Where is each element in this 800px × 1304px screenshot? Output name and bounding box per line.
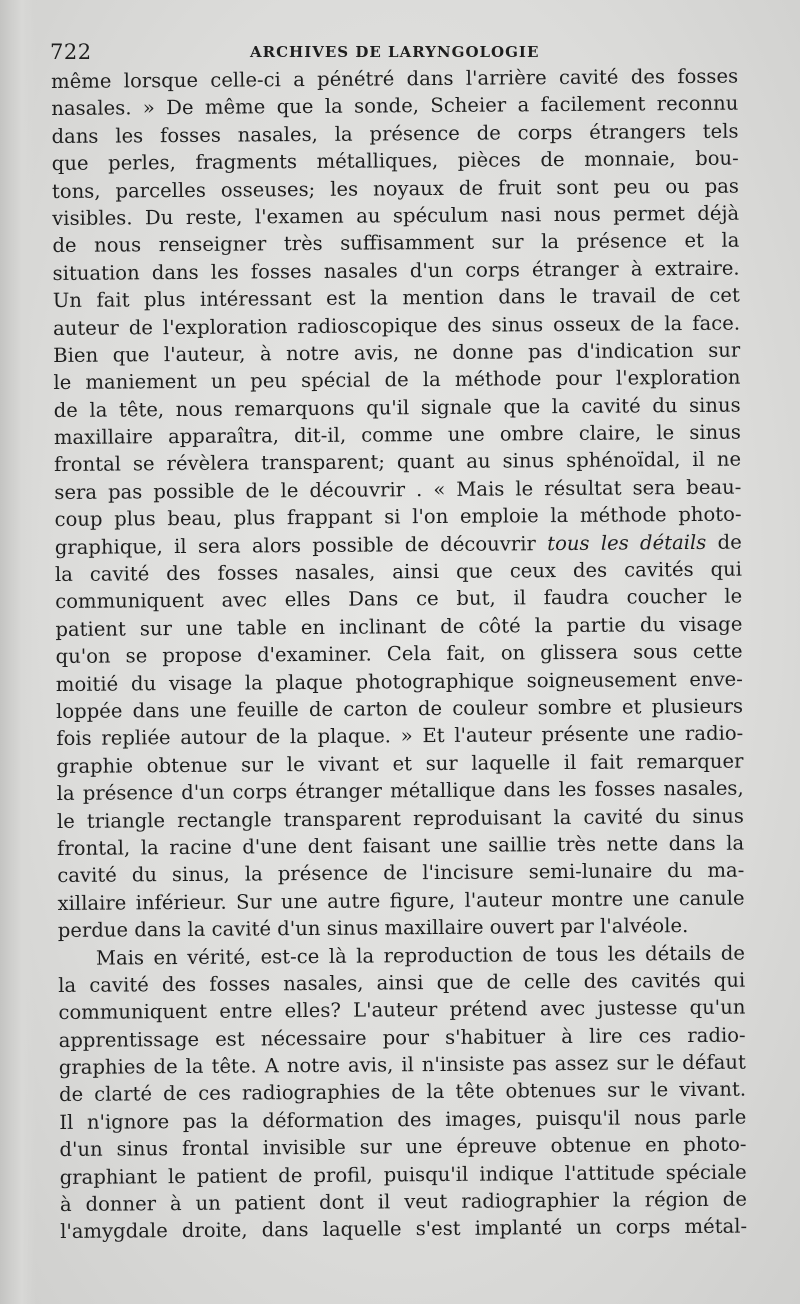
text-line: qu'on se propose d'examiner. Cela fait, on glissera sous cette xyxy=(55,639,743,669)
text-line: graphiant le patient de profil, puisqu'il indique l'attitude spéciale xyxy=(59,1160,747,1189)
text-line: maxillaire apparaîtra, dit-il, comme une ombre claire, le sinus xyxy=(53,420,741,450)
text-line: communiquent avec elles Dans ce but, il faudra coucher le xyxy=(55,585,743,614)
text-line: Il n'ignore pas la déformation des images, puisqu'il nous parle xyxy=(59,1105,747,1134)
body-text xyxy=(51,63,747,1246)
page-gutter-shadow xyxy=(0,0,36,1304)
text-line: de la tête, nous remarquons qu'il signale que la cavité du sinus xyxy=(53,393,741,422)
text-line: situation dans les fosses nasales d'un corps étranger à extraire. xyxy=(52,256,740,285)
text-line: le triangle rectangle transparent reproduisant la cavité du sinus xyxy=(56,804,744,833)
text-line: nasales. » De même que la sonde, Scheier a facilement reconnu xyxy=(51,91,739,121)
text-line: le maniement un peu spécial de la méthode pour l'exploration xyxy=(53,365,741,395)
text-line: à donner à un patient dont il veut radiographier la région de xyxy=(59,1187,747,1216)
text-line: sera pas possible de le découvrir . « Mais le résultat sera beau- xyxy=(54,475,742,504)
text-line: que perles, fragments métalliques, pièces de monnaie, bou- xyxy=(51,146,739,176)
text-line: l'amygdale droite, dans laquelle s'est implanté un corps métal- xyxy=(60,1214,748,1244)
text-line: la cavité des fosses nasales, ainsi que de celle des cavités qui xyxy=(58,968,746,997)
text-line: tons, parcelles osseuses; les noyaux de fruit sont peu ou pas xyxy=(51,174,740,203)
text-line: Bien que l'auteur, à notre avis, ne donne pas d'indication sur xyxy=(53,338,741,367)
text-line: loppée dans une feuille de carton de couleur sombre et plusieurs xyxy=(55,694,744,723)
text-line: fois repliée autour de la plaque. » Et l'auteur présente une radio- xyxy=(56,721,744,751)
text-line: xillaire inférieur. Sur une autre figure, l'auteur montre une canule xyxy=(57,886,745,915)
text-line: la présence d'un corps étranger métallique dans les fosses nasales, xyxy=(56,776,744,806)
text-line: graphies de la tête. A notre avis, il n'insiste pas assez sur le défaut xyxy=(58,1050,746,1080)
text-line: moitié du visage la plaque photographique soigneusement enve- xyxy=(55,667,743,696)
text-line: coup plus beau, plus frappant si l'on emploie la méthode photo- xyxy=(54,502,742,532)
text-line: perdue dans la cavité d'un sinus maxillaire ouvert par l'alvéole. xyxy=(57,914,689,943)
text-line: de nous renseigner très suffisamment sur la présence et la xyxy=(52,228,740,258)
text-line: visibles. Du reste, l'examen au spéculum nasi nous permet déjà xyxy=(52,201,740,230)
text-line-end: de xyxy=(717,530,742,554)
text-line: graphie obtenue sur le vivant et sur laquelle il fait remarquer xyxy=(56,749,744,778)
italic-phrase: tous les détails xyxy=(547,530,707,555)
text-line: frontal se révèlera transparent; quant au sinus sphénoïdal, il ne xyxy=(54,448,742,477)
text-line: Un fait plus intéressant est la mention dans le travail de cet xyxy=(52,283,740,313)
text-line: la cavité des fosses nasales, ainsi que ceux des cavités qui xyxy=(54,557,743,587)
text-line: cavité du sinus, la présence de l'incisure semi-lunaire du ma- xyxy=(57,858,745,888)
text-line: apprentissage est nécessaire pour s'habituer à lire ces radio- xyxy=(58,1023,746,1052)
text-line: de clarté de ces radiographies de la tête obtenues sur le vivant. xyxy=(58,1078,747,1107)
text-line: dans les fosses nasales, la présence de corps étrangers tels xyxy=(51,119,739,148)
text-line: d'un sinus frontal invisible sur une épreuve obtenue en photo- xyxy=(59,1132,747,1162)
page-number: 722 xyxy=(50,40,92,64)
text-line: même lorsque celle-ci a pénétré dans l'arrière cavité des fosses xyxy=(51,64,739,93)
text-line: patient sur une table en inclinant de côté la partie du visage xyxy=(55,612,743,641)
paragraph-start-line: Mais en vérité, est-ce là la reproduction de tous les détails de xyxy=(95,941,746,970)
text-line: frontal, la racine d'une dent faisant une saillie très nette dans la xyxy=(57,831,745,860)
running-head: ARCHIVES DE LARYNGOLOGIE xyxy=(250,43,540,61)
text-line-start: graphique, il sera alors possible de découvrir xyxy=(54,531,536,559)
text-line: auteur de l'exploration radioscopique des sinus osseux de la face. xyxy=(52,311,741,340)
text-line: communiquent entre elles? L'auteur prétend avec justesse qu'un xyxy=(58,995,746,1025)
